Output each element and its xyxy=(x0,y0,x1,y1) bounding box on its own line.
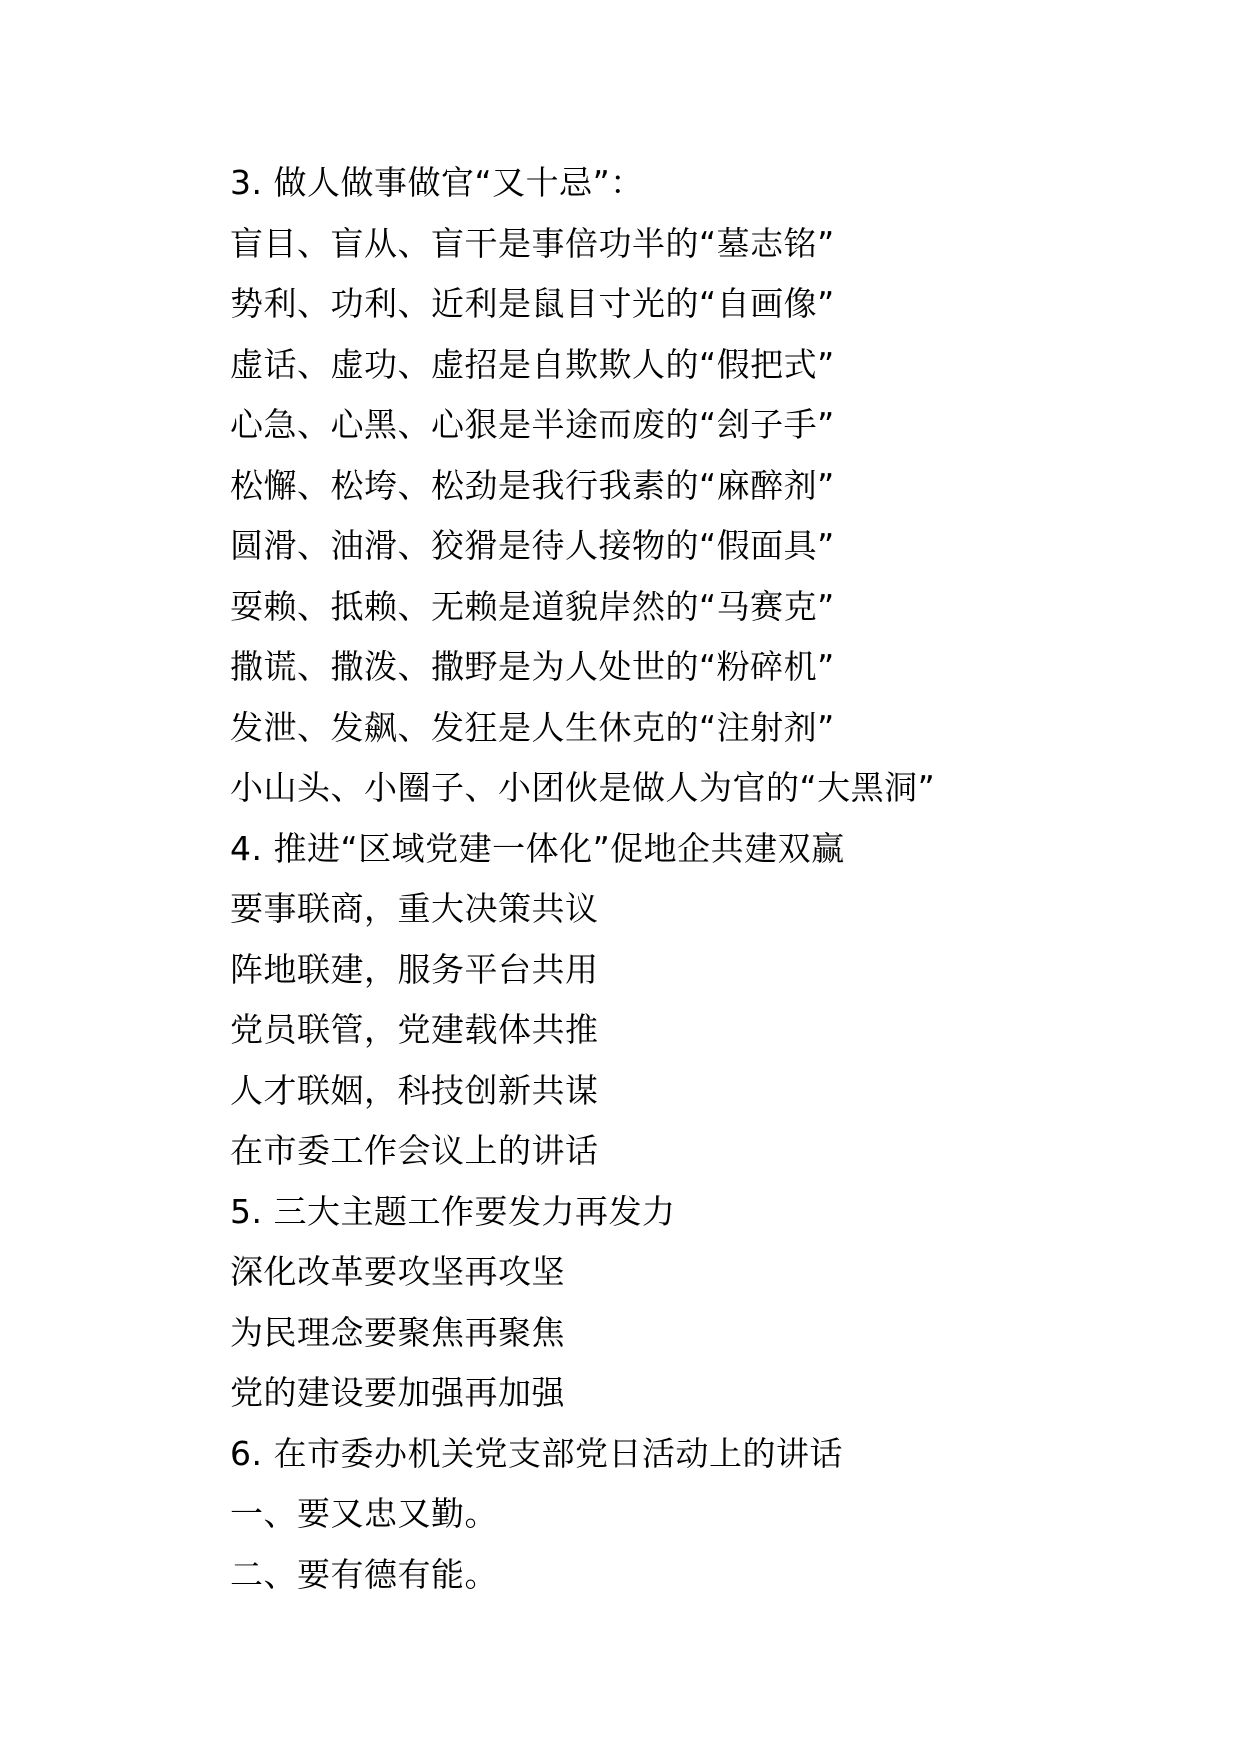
heading-item-3: 3. 做人做事做官“又十忌”： xyxy=(230,163,644,202)
text-line: 心急、心黑、心狠是半途而废的“刽子手” xyxy=(230,405,835,444)
text-line: 虚话、虚功、虚招是自欺欺人的“假把式” xyxy=(230,344,835,384)
document-body xyxy=(230,153,1190,1605)
heading-item-6: 6. 在市委办机关党支部党日活动上的讲话 xyxy=(230,1433,843,1473)
text-line: 在市委工作会议上的讲话 xyxy=(230,1131,599,1170)
text-line: 人才联姻，科技创新共谋 xyxy=(230,1070,599,1110)
text-line: 一、要又忠又勤。 xyxy=(230,1494,498,1533)
text-line: 耍赖、抵赖、无赖是道貌岸然的“马赛克” xyxy=(230,586,835,626)
text-line: 深化改革要攻坚再攻坚 xyxy=(230,1252,565,1291)
heading-item-4: 4. 推进“区域党建一体化”促地企共建双赢 xyxy=(230,828,845,868)
text-line: 圆滑、油滑、狡猾是待人接物的“假面具” xyxy=(230,526,835,565)
text-line: 阵地联建，服务平台共用 xyxy=(230,949,599,989)
text-line: 撒谎、撒泼、撒野是为人处世的“粉碎机” xyxy=(230,647,835,686)
text-line: 势利、功利、近利是鼠目寸光的“自画像” xyxy=(230,284,835,323)
text-line: 盲目、盲从、盲干是事倍功半的“墓志铭” xyxy=(230,223,835,263)
text-line: 为民理念要聚焦再聚焦 xyxy=(230,1312,565,1352)
text-line: 党员联管，党建载体共推 xyxy=(230,1010,599,1049)
heading-item-5: 5. 三大主题工作要发力再发力 xyxy=(230,1191,676,1231)
text-line: 发泄、发飙、发狂是人生休克的“注射剂” xyxy=(230,707,835,747)
text-line: 小山头、小圈子、小团伙是做人为官的“大黑洞” xyxy=(230,768,936,807)
text-line: 党的建设要加强再加强 xyxy=(230,1373,565,1412)
text-line: 松懈、松垮、松劲是我行我素的“麻醉剂” xyxy=(230,465,835,505)
text-line: 二、要有德有能。 xyxy=(230,1554,498,1594)
text-line: 要事联商，重大决策共议 xyxy=(230,889,599,928)
